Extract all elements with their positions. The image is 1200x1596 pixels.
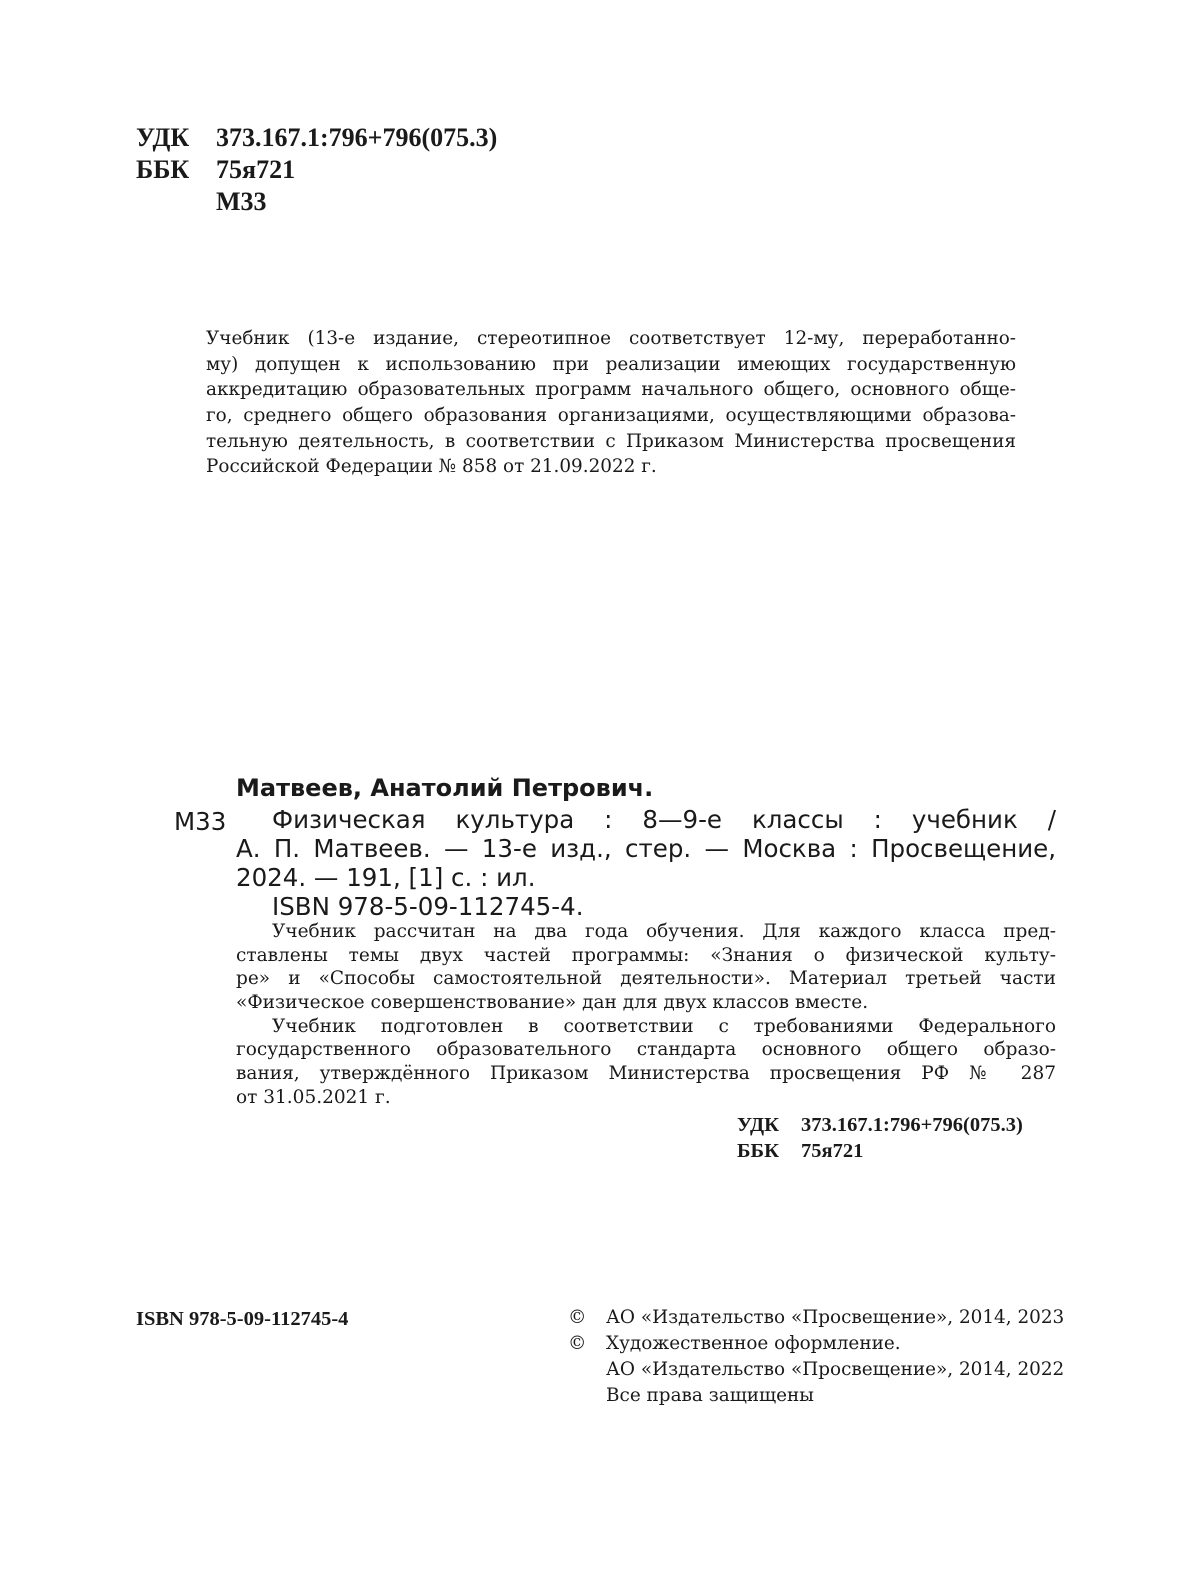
author-mark-row: [136, 186, 497, 218]
card-bbk-row: [737, 1138, 1023, 1164]
biblio-line: 2024. — 191, [1] с. : ил.: [236, 863, 536, 892]
author-mark: М33: [216, 187, 267, 216]
copyright-row: [568, 1331, 1064, 1357]
annotation-line: «Физическое совершенствование» дан для двух классов вместе.: [236, 992, 869, 1014]
approval-line: Учебник (13-е издание, стереотипное соответствует 12-му, переработанно-: [206, 328, 1016, 349]
classification-block-top: [136, 122, 497, 218]
annotation-line: вания, утверждённого Приказом Министерства просвещения РФ № 287: [236, 1063, 1056, 1085]
copyright-symbol: ©: [568, 1307, 587, 1328]
approval-line: тельную деятельность, в соответствии с Приказом Министерства просвещения: [206, 430, 1016, 452]
card-bbk-label: ББК: [737, 1140, 779, 1162]
bbk-row: [136, 154, 497, 186]
copyright-text: Художественное оформление.: [606, 1333, 901, 1354]
approval-line: го, среднего общего образования организациями, осуществляющими образова-: [206, 405, 1016, 427]
copyright-continuation: АО «Издательство «Просвещение», 2014, 2022: [606, 1359, 1065, 1380]
biblio-line: А. П. Матвеев. — 13-е изд., стер. — Москва : Просвещение,: [236, 834, 1056, 863]
annotation-line: Учебник рассчитан на два года обучения. Для каждого класса пред-: [272, 921, 1056, 942]
approval-paragraph: [206, 326, 1016, 480]
biblio-line: Физическая культура : 8—9-е классы : учебник /: [272, 805, 1056, 834]
card-udk-row: [737, 1112, 1023, 1138]
udk-row: [136, 122, 497, 154]
udk-label: УДК: [136, 123, 190, 152]
copyright-block: [568, 1305, 1064, 1409]
annotation-line: государственного образовательного стандарта основного общего образо-: [236, 1039, 1056, 1061]
rights-reserved: Все права защищены: [606, 1385, 814, 1406]
approval-line: му) допущен к использованию при реализации имеющих государственную: [206, 353, 1016, 375]
copyright-symbol: ©: [568, 1333, 587, 1354]
card-bbk-value: 75я721: [801, 1140, 864, 1162]
card-annotation: [236, 920, 1056, 1110]
isbn-bottom: ISBN 978-5-09-112745-4: [136, 1308, 349, 1330]
annotation-line: ставлены темы двух частей программы: «Знания о физической культу-: [236, 944, 1056, 966]
annotation-line: ре» и «Способы самостоятельной деятельности». Материал третьей части: [236, 968, 1056, 990]
bbk-label: ББК: [136, 155, 190, 184]
card-bibliographic-record: [236, 805, 1056, 892]
annotation-line: от 31.05.2021 г.: [236, 1086, 391, 1108]
card-author-mark: М33: [174, 807, 227, 836]
copyright-row: [568, 1305, 1064, 1331]
card-udk-value: 373.167.1:796+796(075.3): [801, 1114, 1023, 1136]
card-isbn: ISBN 978-5-09-112745-4.: [272, 892, 584, 921]
card-udk-label: УДК: [737, 1114, 779, 1136]
annotation-line: Учебник подготовлен в соответствии с требованиями Федерального: [272, 1015, 1056, 1037]
copyright-text: АО «Издательство «Просвещение», 2014, 2023: [606, 1307, 1065, 1328]
approval-line: Российской Федерации № 858 от 21.09.2022 г.: [206, 456, 657, 478]
card-classification: [737, 1112, 1023, 1164]
udk-value: 373.167.1:796+796(075.3): [216, 123, 498, 152]
approval-line: аккредитацию образовательных программ начального общего, основного обще-: [206, 379, 1016, 401]
bbk-value: 75я721: [216, 155, 296, 184]
card-author: Матвеев, Анатолий Петрович.: [236, 774, 654, 802]
